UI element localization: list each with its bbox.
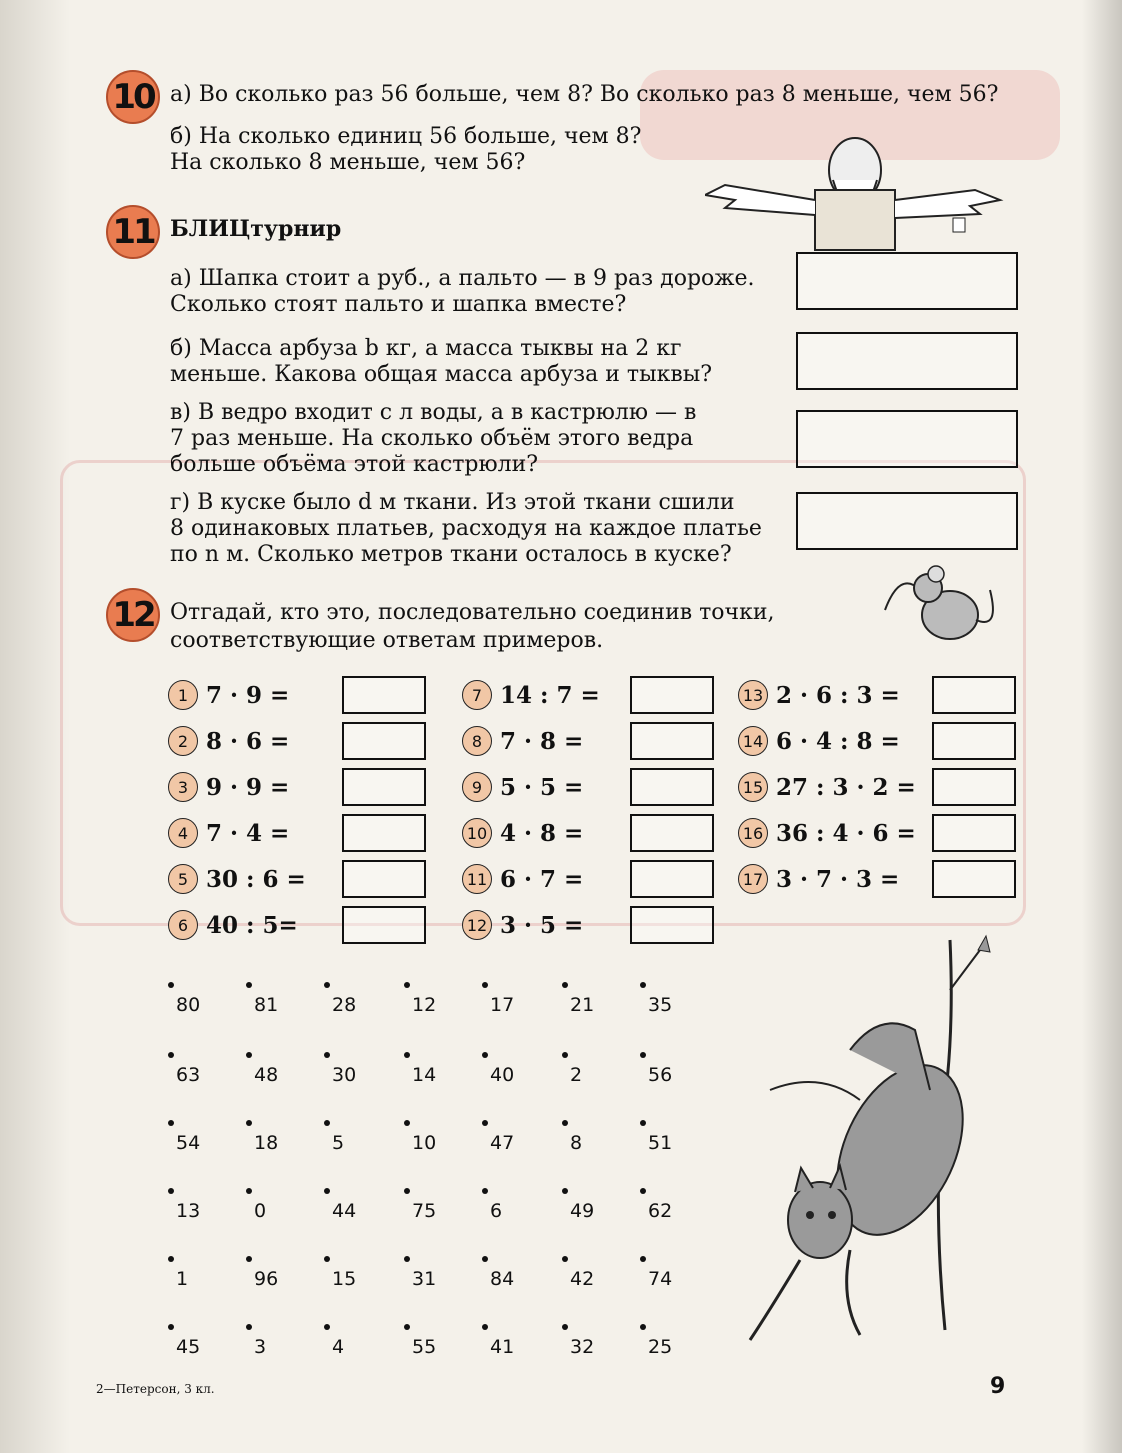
dot-54[interactable] xyxy=(168,1120,238,1160)
task-11b-line1: б) Масса арбуза b кг, а масса тыквы на 2 кг xyxy=(170,336,682,361)
dot-label: 18 xyxy=(254,1132,279,1154)
dot-42[interactable] xyxy=(562,1256,632,1296)
example-16 xyxy=(738,814,1016,852)
example-8 xyxy=(462,722,714,760)
dot-label: 80 xyxy=(176,994,201,1016)
example-answer-box[interactable] xyxy=(932,768,1016,806)
example-17 xyxy=(738,860,1016,898)
task-11-title: БЛИЦтурнир xyxy=(170,216,342,242)
task-10-part-b-line1: б) На сколько единиц 56 больше, чем 8? xyxy=(170,124,642,149)
example-answer-box[interactable] xyxy=(342,860,426,898)
dot-10[interactable] xyxy=(404,1120,474,1160)
example-number: 17 xyxy=(738,864,768,894)
mouse-illustration xyxy=(880,560,1010,655)
page-footer-source: 2—Петерсон, 3 кл. xyxy=(96,1382,215,1396)
dot-4[interactable] xyxy=(324,1324,394,1364)
example-12 xyxy=(462,906,714,944)
task-11b-line2: меньше. Какова общая масса арбуза и тыквы? xyxy=(170,362,713,387)
dot-5[interactable] xyxy=(324,1120,394,1160)
example-3 xyxy=(168,768,426,806)
example-1 xyxy=(168,676,426,714)
example-7 xyxy=(462,676,714,714)
dot-label: 21 xyxy=(570,994,595,1016)
dot-label: 55 xyxy=(412,1336,437,1358)
dot-label: 45 xyxy=(176,1336,201,1358)
task-11a-line1: а) Шапка стоит a руб., а пальто — в 9 раз дороже. xyxy=(170,266,755,291)
task-12-line2: соответствующие ответам примеров. xyxy=(170,628,604,653)
example-9 xyxy=(462,768,714,806)
example-expression: 5 · 5 = xyxy=(500,773,584,801)
example-number: 15 xyxy=(738,772,768,802)
dot-label: 6 xyxy=(490,1200,503,1222)
page-number: 9 xyxy=(990,1374,1006,1399)
dot-label: 31 xyxy=(412,1268,437,1290)
example-14 xyxy=(738,722,1016,760)
example-number: 5 xyxy=(168,864,198,894)
dot-18[interactable] xyxy=(246,1120,316,1160)
example-answer-box[interactable] xyxy=(342,676,426,714)
dot-44[interactable] xyxy=(324,1188,394,1228)
dot-13[interactable] xyxy=(168,1188,238,1228)
task-11v-line2: 7 раз меньше. На сколько объём этого ведра xyxy=(170,426,694,451)
task-11g-line2: 8 одинаковых платьев, расходуя на каждое платье xyxy=(170,516,762,541)
dot-6[interactable] xyxy=(482,1188,552,1228)
dot-47[interactable] xyxy=(482,1120,552,1160)
task-11v-line1: в) В ведро входит c л воды, а в кастрюлю — в xyxy=(170,400,697,425)
dot-28[interactable] xyxy=(324,982,394,1022)
example-5 xyxy=(168,860,426,898)
dot-label: 40 xyxy=(490,1064,515,1086)
dot-label: 3 xyxy=(254,1336,267,1358)
dot-label: 10 xyxy=(412,1132,437,1154)
dot-label: 14 xyxy=(412,1064,437,1086)
example-answer-box[interactable] xyxy=(342,722,426,760)
example-expression: 3 · 7 · 3 = xyxy=(776,865,900,893)
example-answer-box[interactable] xyxy=(630,722,714,760)
dot-label: 13 xyxy=(176,1200,201,1222)
task-12-line1: Отгадай, кто это, последовательно соединив точки, xyxy=(170,600,775,625)
dot-14[interactable] xyxy=(404,1052,474,1092)
example-number: 13 xyxy=(738,680,768,710)
dot-label: 28 xyxy=(332,994,357,1016)
example-expression: 7 · 8 = xyxy=(500,727,584,755)
example-answer-box[interactable] xyxy=(932,814,1016,852)
task-10-badge: 10 xyxy=(106,70,160,124)
dot-81[interactable] xyxy=(246,982,316,1022)
dot-80[interactable] xyxy=(168,982,238,1022)
example-answer-box[interactable] xyxy=(630,860,714,898)
task-11g-line3: по n м. Сколько метров ткани осталось в куске? xyxy=(170,542,732,567)
dot-51[interactable] xyxy=(640,1120,710,1160)
dot-label: 63 xyxy=(176,1064,201,1086)
task-11g-answer-box[interactable] xyxy=(796,492,1018,550)
dot-label: 51 xyxy=(648,1132,673,1154)
example-expression: 7 · 9 = xyxy=(206,681,290,709)
example-expression: 2 · 6 : 3 = xyxy=(776,681,900,709)
example-number: 6 xyxy=(168,910,198,940)
dot-label: 30 xyxy=(332,1064,357,1086)
example-number: 10 xyxy=(462,818,492,848)
professor-illustration xyxy=(705,110,1005,260)
dot-32[interactable] xyxy=(562,1324,632,1364)
example-expression: 9 · 9 = xyxy=(206,773,290,801)
example-answer-box[interactable] xyxy=(932,860,1016,898)
dot-label: 56 xyxy=(648,1064,673,1086)
task-11b-answer-box[interactable] xyxy=(796,332,1018,390)
dot-21[interactable] xyxy=(562,982,632,1022)
dot-label: 0 xyxy=(254,1200,267,1222)
task-11-badge: 11 xyxy=(106,205,160,259)
dot-3[interactable] xyxy=(246,1324,316,1364)
example-answer-box[interactable] xyxy=(932,676,1016,714)
example-number: 14 xyxy=(738,726,768,756)
cat-on-branch-illustration xyxy=(740,930,1030,1350)
example-expression: 4 · 8 = xyxy=(500,819,584,847)
dot-label: 41 xyxy=(490,1336,515,1358)
task-11a-answer-box[interactable] xyxy=(796,252,1018,310)
example-expression: 6 · 4 : 8 = xyxy=(776,727,900,755)
dot-label: 96 xyxy=(254,1268,279,1290)
dot-label: 49 xyxy=(570,1200,595,1222)
dot-30[interactable] xyxy=(324,1052,394,1092)
example-number: 12 xyxy=(462,910,492,940)
dot-15[interactable] xyxy=(324,1256,394,1296)
dot-label: 35 xyxy=(648,994,673,1016)
dot-84[interactable] xyxy=(482,1256,552,1296)
example-number: 2 xyxy=(168,726,198,756)
example-answer-box[interactable] xyxy=(630,906,714,944)
dot-56[interactable] xyxy=(640,1052,710,1092)
example-number: 4 xyxy=(168,818,198,848)
example-answer-box[interactable] xyxy=(630,768,714,806)
dot-1[interactable] xyxy=(168,1256,238,1296)
task-11a-line2: Сколько стоят пальто и шапка вместе? xyxy=(170,292,627,317)
dot-label: 17 xyxy=(490,994,515,1016)
dot-62[interactable] xyxy=(640,1188,710,1228)
dot-63[interactable] xyxy=(168,1052,238,1092)
dot-40[interactable] xyxy=(482,1052,552,1092)
dot-48[interactable] xyxy=(246,1052,316,1092)
dot-25[interactable] xyxy=(640,1324,710,1364)
example-expression: 14 : 7 = xyxy=(500,681,600,709)
example-11 xyxy=(462,860,714,898)
dot-label: 4 xyxy=(332,1336,345,1358)
example-answer-box[interactable] xyxy=(630,676,714,714)
dot-17[interactable] xyxy=(482,982,552,1022)
dot-label: 48 xyxy=(254,1064,279,1086)
dot-label: 2 xyxy=(570,1064,583,1086)
dot-8[interactable] xyxy=(562,1120,632,1160)
example-expression: 6 · 7 = xyxy=(500,865,584,893)
dot-label: 5 xyxy=(332,1132,345,1154)
example-number: 16 xyxy=(738,818,768,848)
example-answer-box[interactable] xyxy=(932,722,1016,760)
example-expression: 36 : 4 · 6 = xyxy=(776,819,916,847)
dot-label: 75 xyxy=(412,1200,437,1222)
example-13 xyxy=(738,676,1016,714)
dot-label: 32 xyxy=(570,1336,595,1358)
dot-label: 1 xyxy=(176,1268,189,1290)
example-expression: 30 : 6 = xyxy=(206,865,306,893)
dot-49[interactable] xyxy=(562,1188,632,1228)
dot-12[interactable] xyxy=(404,982,474,1022)
example-number: 9 xyxy=(462,772,492,802)
example-number: 8 xyxy=(462,726,492,756)
dot-label: 47 xyxy=(490,1132,515,1154)
example-number: 3 xyxy=(168,772,198,802)
example-2 xyxy=(168,722,426,760)
dot-label: 54 xyxy=(176,1132,201,1154)
dot-0[interactable] xyxy=(246,1188,316,1228)
example-expression: 40 : 5= xyxy=(206,911,298,939)
example-6 xyxy=(168,906,426,944)
task-11g-line1: г) В куске было d м ткани. Из этой ткани сшили xyxy=(170,490,735,515)
example-answer-box[interactable] xyxy=(342,814,426,852)
task-10-part-a: а) Во сколько раз 56 больше, чем 8? Во сколько раз 8 меньше, чем 56? xyxy=(170,82,999,107)
dot-96[interactable] xyxy=(246,1256,316,1296)
dot-55[interactable] xyxy=(404,1324,474,1364)
example-answer-box[interactable] xyxy=(630,814,714,852)
task-11v-answer-box[interactable] xyxy=(796,410,1018,468)
dot-label: 74 xyxy=(648,1268,673,1290)
page-edge-shadow xyxy=(1082,0,1122,1453)
example-expression: 7 · 4 = xyxy=(206,819,290,847)
dot-45[interactable] xyxy=(168,1324,238,1364)
dot-41[interactable] xyxy=(482,1324,552,1364)
dot-label: 62 xyxy=(648,1200,673,1222)
example-expression: 3 · 5 = xyxy=(500,911,584,939)
example-answer-box[interactable] xyxy=(342,768,426,806)
dot-label: 25 xyxy=(648,1336,673,1358)
example-answer-box[interactable] xyxy=(342,906,426,944)
dot-label: 81 xyxy=(254,994,279,1016)
example-number: 1 xyxy=(168,680,198,710)
example-number: 7 xyxy=(462,680,492,710)
example-10 xyxy=(462,814,714,852)
dot-label: 15 xyxy=(332,1268,357,1290)
task-12-badge: 12 xyxy=(106,588,160,642)
example-15 xyxy=(738,768,1016,806)
dot-label: 84 xyxy=(490,1268,515,1290)
dot-31[interactable] xyxy=(404,1256,474,1296)
dot-74[interactable] xyxy=(640,1256,710,1296)
example-4 xyxy=(168,814,426,852)
example-expression: 27 : 3 · 2 = xyxy=(776,773,916,801)
example-expression: 8 · 6 = xyxy=(206,727,290,755)
dot-2[interactable] xyxy=(562,1052,632,1092)
task-10-part-b-line2: На сколько 8 меньше, чем 56? xyxy=(170,150,526,175)
example-number: 11 xyxy=(462,864,492,894)
dot-35[interactable] xyxy=(640,982,710,1022)
dot-label: 44 xyxy=(332,1200,357,1222)
dot-75[interactable] xyxy=(404,1188,474,1228)
dot-label: 42 xyxy=(570,1268,595,1290)
task-11v-line3: больше объёма этой кастрюли? xyxy=(170,452,539,477)
dot-label: 12 xyxy=(412,994,437,1016)
dot-label: 8 xyxy=(570,1132,583,1154)
